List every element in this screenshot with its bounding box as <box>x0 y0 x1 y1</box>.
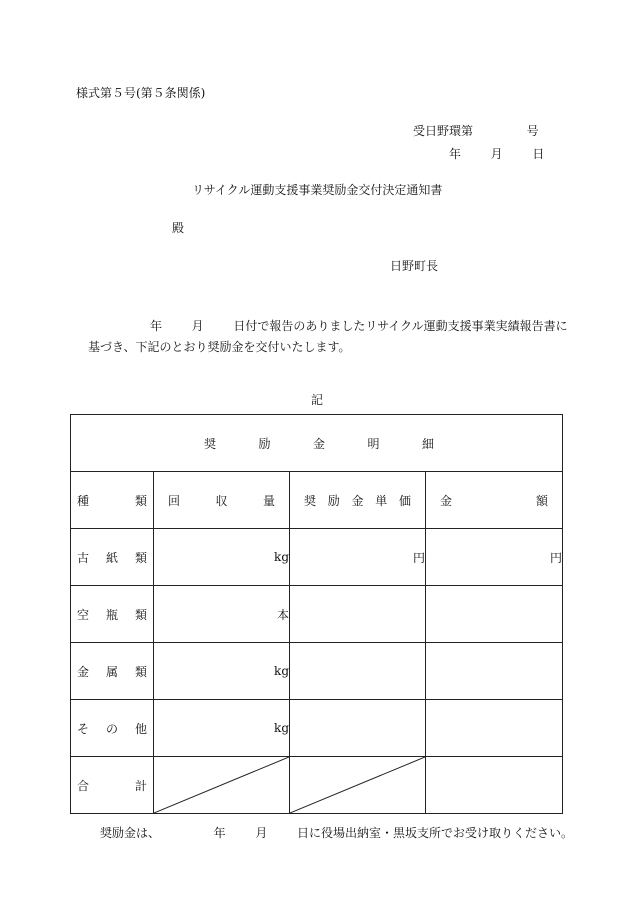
date-line <box>449 145 544 162</box>
footer-line <box>100 824 573 841</box>
total-label: 合 計 <box>71 757 154 814</box>
ref-prefix: 受日野環第 <box>413 124 474 138</box>
row-label: そ の 他 <box>71 700 154 757</box>
diagonal-strike-line <box>154 757 289 813</box>
diagonal-strike-line <box>290 757 425 813</box>
unit-price-cell[interactable] <box>290 586 426 643</box>
amount-cell[interactable]: kg <box>154 700 290 757</box>
reference-number <box>413 122 539 139</box>
table-row <box>71 529 563 586</box>
table-row <box>71 643 563 700</box>
amount-cell[interactable]: 本 <box>154 586 290 643</box>
table-title-cell <box>71 415 563 472</box>
row-label: 古 紙 類 <box>71 529 154 586</box>
footer-year: 年 <box>213 826 226 840</box>
footer-month: 月 <box>255 826 268 840</box>
document-title: リサイクル運動支援事業奨励金交付決定通知書 <box>192 183 443 197</box>
footer-lead: 奨励金は、 <box>100 826 161 840</box>
money-cell[interactable]: 円 <box>426 529 563 586</box>
header-kind: 種 類 <box>71 472 154 529</box>
unit-price-cell[interactable] <box>290 700 426 757</box>
table-title-char: 明 <box>367 436 380 451</box>
header-money: 金 額 <box>426 472 563 529</box>
table-row <box>71 700 563 757</box>
body-line-2: 基づき、下記のとおり奨励金を交付いたします。 <box>88 340 351 354</box>
table-title-char: 奨 <box>204 436 217 451</box>
unit-price-cell[interactable] <box>290 643 426 700</box>
body-line-1-rest: 日付で報告のありましたリサイクル運動支援事業実績報告書に <box>233 319 568 333</box>
money-cell[interactable] <box>426 700 563 757</box>
unit-price-cell[interactable]: 円 <box>290 529 426 586</box>
date-year: 年 <box>449 147 462 161</box>
body-month: 月 <box>191 319 204 333</box>
issuer: 日野町長 <box>390 259 439 273</box>
money-cell[interactable] <box>426 643 563 700</box>
body-line-1 <box>150 317 568 334</box>
amount-cell[interactable]: kg <box>154 643 290 700</box>
header-amount: 回 収 量 <box>154 472 290 529</box>
date-day: 日 <box>532 147 545 161</box>
addressee: 殿 <box>172 221 185 235</box>
ki-heading: 記 <box>311 393 324 407</box>
form-number: 様式第５号(第５条関係) <box>76 86 206 100</box>
table-title-char: 励 <box>258 436 271 451</box>
header-unit-price: 奨 励 金 単 価 <box>290 472 426 529</box>
total-row <box>71 757 563 814</box>
total-money-cell[interactable] <box>426 757 563 814</box>
row-label: 空 瓶 類 <box>71 586 154 643</box>
body-year: 年 <box>150 319 163 333</box>
table-title <box>71 435 562 452</box>
grant-detail-table <box>70 414 563 814</box>
footer-rest: 日に役場出納室・黒坂支所でお受け取りください。 <box>297 826 574 840</box>
row-label: 金 属 類 <box>71 643 154 700</box>
table-title-char: 金 <box>313 436 326 451</box>
money-cell[interactable] <box>426 586 563 643</box>
table-title-char: 細 <box>422 436 435 451</box>
table-header-row <box>71 472 563 529</box>
ref-suffix: 号 <box>526 124 539 138</box>
date-month: 月 <box>490 147 503 161</box>
total-unit-price-struck <box>290 757 426 814</box>
amount-cell[interactable]: kg <box>154 529 290 586</box>
table-row <box>71 586 563 643</box>
total-amount-struck <box>154 757 290 814</box>
